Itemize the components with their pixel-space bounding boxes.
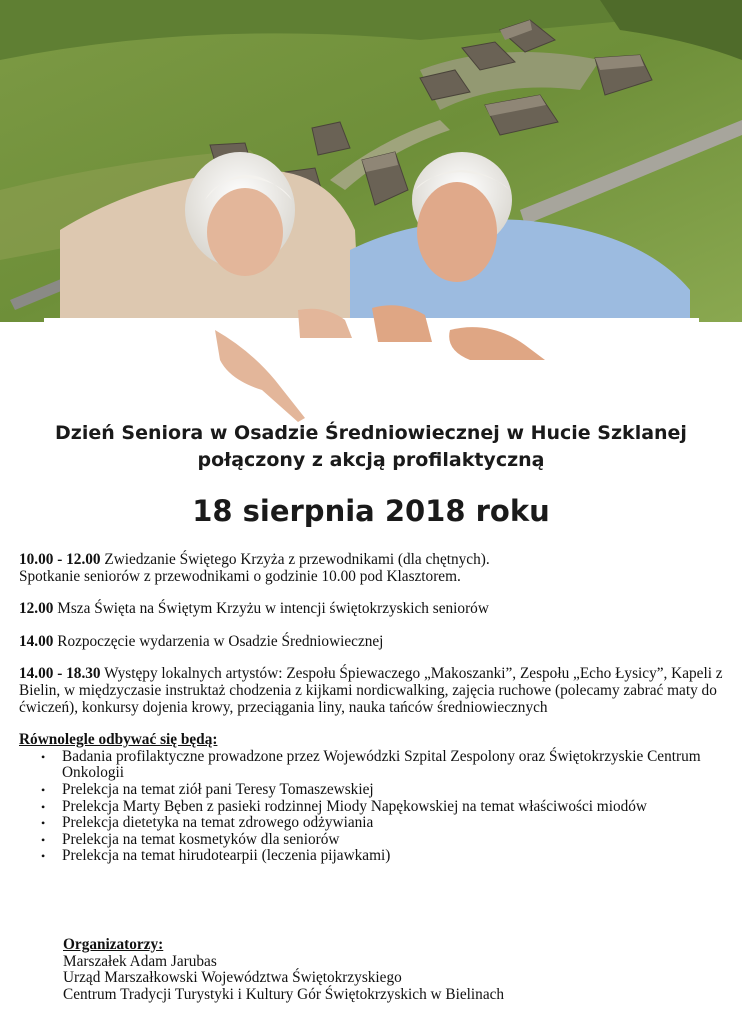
village-aerial-illustration bbox=[0, 0, 742, 322]
schedule-time: 12.00 bbox=[19, 600, 54, 618]
organizer-item: Marszałek Adam Jarubas bbox=[63, 952, 217, 970]
parallel-list bbox=[19, 749, 731, 865]
event-title bbox=[0, 420, 742, 474]
organizer-item: Urząd Marszałkowski Województwa Świętokrzyskiego bbox=[63, 969, 402, 987]
schedule-item bbox=[19, 601, 731, 618]
list-item: • Prelekcja na temat hirudotearpii (leczenia pijawkami) bbox=[41, 848, 731, 865]
schedule-text: Zwiedzanie Świętego Krzyża z przewodnikami (dla chętnych). bbox=[100, 551, 490, 568]
schedule-time: 10.00 - 12.00 bbox=[19, 551, 101, 568]
list-item: • Prelekcja Marty Bęben z pasieki rodzinnej Miody Napękowskiej na temat właściwości miodów bbox=[41, 799, 731, 816]
schedule-item bbox=[19, 552, 731, 585]
list-item: • Prelekcja na temat kosmetyków dla seniorów bbox=[41, 832, 731, 849]
parallel-heading: Równolegle odbywać się będą: bbox=[19, 731, 218, 749]
program-schedule bbox=[19, 552, 731, 865]
list-item: • Prelekcja dietetyka na temat zdrowego odżywiania bbox=[41, 815, 731, 832]
hero-photo bbox=[0, 0, 742, 322]
list-item: • Badania profilaktyczne prowadzone przez Wojewódzki Szpital Zespolony oraz Świętokrzyskie Centrum Onkologii bbox=[41, 749, 731, 782]
organizers bbox=[63, 937, 504, 1003]
schedule-item bbox=[19, 634, 731, 651]
list-item: • Prelekcja na temat ziół pani Teresy Tomaszewskiej bbox=[41, 782, 731, 799]
title-line-1: Dzień Seniora w Osadzie Średniowiecznej w Hucie Szklanej bbox=[55, 422, 687, 444]
schedule-text: Występy lokalnych artystów: Zespołu Śpiewaczego „Makoszanki”, Zespołu „Echo Łysicy”, Kapeli z Bielin, w międzyczasie instruktaż chodzenia z kijkami nordicwalking, zajęcia ruchowe (polecamy zabrać maty do ćwiczeń), konkursy dojenia krowy, przeciągania liny, nauka tańców średniowiecznych bbox=[19, 665, 723, 716]
schedule-time: 14.00 - 18.30 bbox=[19, 665, 101, 683]
schedule-text: Rozpoczęcie wydarzenia w Osadzie Średniowiecznej bbox=[53, 632, 384, 650]
organizers-heading: Organizatorzy: bbox=[63, 936, 164, 953]
schedule-extra: Spotkanie seniorów z przewodnikami o godzinie 10.00 pod Klasztorem. bbox=[19, 567, 461, 585]
hands-illustration bbox=[0, 290, 742, 430]
schedule-text: Msza Święta na Świętym Krzyżu w intencji świętokrzyskich seniorów bbox=[53, 600, 489, 618]
schedule-time: 14.00 bbox=[19, 632, 54, 650]
schedule-item bbox=[19, 666, 731, 716]
organizer-item: Centrum Tradycji Turystyki i Kultury Gór Świętokrzyskich w Bielinach bbox=[63, 985, 505, 1003]
title-line-2: połączony z akcją profilaktyczną bbox=[197, 449, 545, 471]
event-date: 18 sierpnia 2018 roku bbox=[192, 494, 550, 528]
